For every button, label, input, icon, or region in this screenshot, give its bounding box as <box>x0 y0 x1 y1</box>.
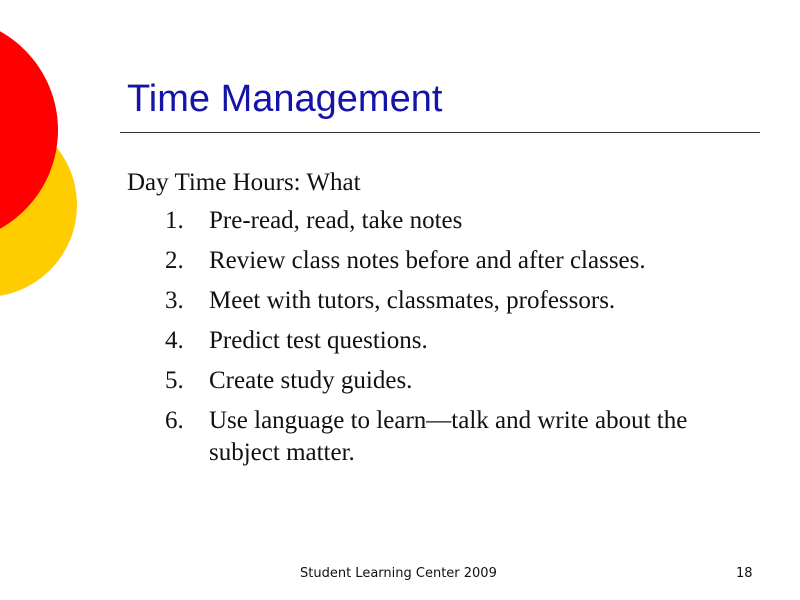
slide-title: Time Management <box>127 78 443 120</box>
list-item-text: Review class notes before and after classes. <box>209 247 646 274</box>
list-item <box>127 405 747 469</box>
list-heading: Day Time Hours: What <box>127 169 361 196</box>
list-item-text: Pre-read, read, take notes <box>209 207 463 234</box>
list-item-text: Use language to learn—talk and write about the subject matter. <box>209 407 688 466</box>
slide-content <box>127 166 747 469</box>
list-item-text: Create study guides. <box>209 367 413 394</box>
list-item-number: 5. <box>165 367 184 394</box>
list-item <box>127 325 747 357</box>
list-item-number: 2. <box>165 247 184 274</box>
list-item-number: 4. <box>165 327 184 354</box>
list-item-number: 3. <box>165 287 184 314</box>
list-item-number: 6. <box>165 407 184 434</box>
title-divider <box>120 132 760 133</box>
list-item-text: Meet with tutors, classmates, professors. <box>209 287 616 314</box>
decorative-circles <box>0 0 120 340</box>
list-item <box>127 205 747 237</box>
list-item-number: 1. <box>165 207 184 234</box>
footer-text: Student Learning Center 2009 <box>300 566 497 581</box>
list-item <box>127 285 747 317</box>
page-number: 18 <box>736 566 753 581</box>
slide-footer <box>0 566 800 586</box>
list-item <box>127 245 747 277</box>
numbered-list <box>127 205 747 469</box>
list-item-text: Predict test questions. <box>209 327 428 354</box>
list-item <box>127 365 747 397</box>
